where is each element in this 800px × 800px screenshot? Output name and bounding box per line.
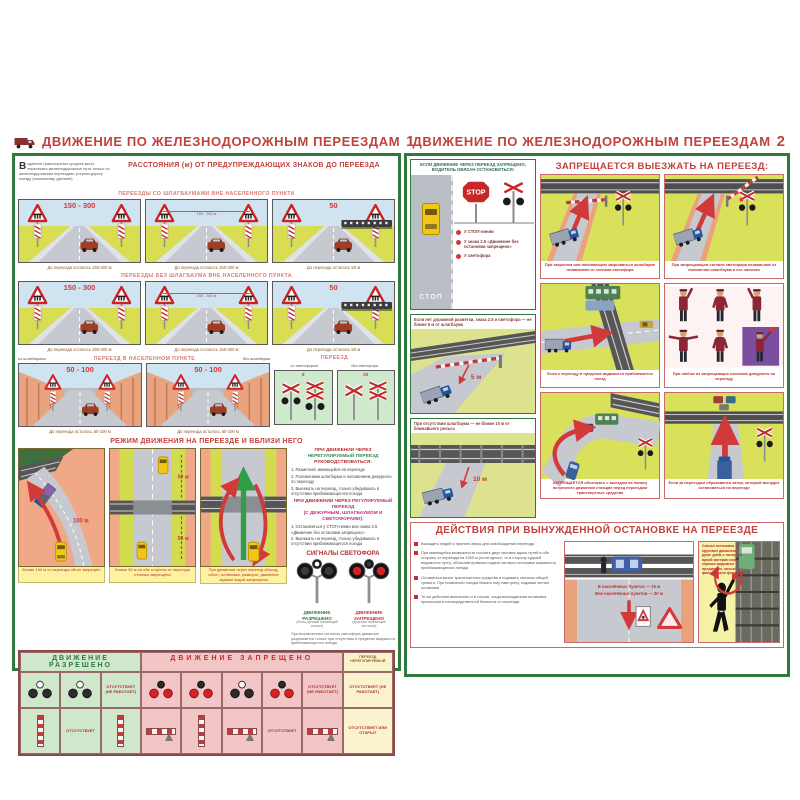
table-cell-light bbox=[181, 672, 221, 708]
crossing-light-white-icon bbox=[229, 680, 255, 700]
regime-section bbox=[18, 448, 395, 646]
row-2-panels bbox=[18, 281, 395, 345]
yellow-car-icon bbox=[56, 542, 67, 561]
bullet-square bbox=[414, 595, 418, 599]
emergency-sign-icon bbox=[636, 607, 650, 627]
yellow-car-icon bbox=[137, 542, 147, 559]
forced-stop-heading: ДЕЙСТВИЯ ПРИ ВЫНУЖДЕННОЙ ОСТАНОВКЕ НА ПЕРЕЕЗДЕ bbox=[435, 525, 759, 537]
rule-item: 2. Положением шлагбаума и положением дежурного по переезду bbox=[291, 474, 392, 485]
diagram-caption: Ближе 100 м от переезда обгон запрещён bbox=[18, 567, 105, 583]
rule-item: 1. Остановиться у СТОП-линии или знака 2.5 «Движение без остановки запрещено» bbox=[291, 524, 378, 535]
train-approach-illustration bbox=[541, 284, 659, 370]
maneuvers-illustration bbox=[201, 449, 286, 566]
distance-annotation: 150 - 300 м bbox=[163, 293, 250, 298]
dropcap: В bbox=[19, 161, 27, 172]
car-icon bbox=[640, 321, 654, 328]
truck-logo-icon bbox=[406, 135, 407, 149]
crossing-light-red-icon bbox=[269, 680, 295, 700]
dim-label-bottom: 50 м bbox=[177, 536, 189, 543]
signals-footnote: При выключенных сигналах светофора движение разрешается только при отсутствии в пределах видимости приближающегося поезда bbox=[291, 631, 395, 646]
rail-distance-illustration bbox=[411, 433, 535, 517]
road-scene-panel bbox=[145, 281, 268, 345]
distance-label: 150 - 300 bbox=[63, 201, 96, 210]
stop-bullet: У СТОП-линии bbox=[464, 228, 494, 234]
table-cell-light bbox=[141, 672, 181, 708]
crossing-cross-sign-icon bbox=[342, 378, 366, 422]
table-cell-light-absent: ОТСУТСТВУЕТ (НЕ РАБОТАЕТ) bbox=[302, 672, 342, 708]
distance-label: 50 bbox=[329, 283, 338, 292]
train-icon bbox=[341, 302, 392, 310]
city-road-panel bbox=[18, 363, 142, 427]
out-city-distance: Вне населённых пунктов — 30 м bbox=[595, 591, 663, 597]
no-marking-caption: Если нет дорожной разметки, знака 2.5 и светофора — не ближе 5 м от шлагбаума bbox=[414, 316, 532, 327]
distances-intro-section bbox=[18, 162, 395, 190]
with-light-label: со светофором bbox=[290, 363, 318, 368]
bullet-dot bbox=[456, 230, 461, 235]
diagram-forbidden-maneuvers bbox=[200, 448, 287, 646]
must-stop-panel bbox=[410, 159, 536, 310]
barrier-open-icon bbox=[37, 715, 44, 747]
road-scene-panel bbox=[18, 281, 141, 345]
table-cell-barrier-absent: ОТСУТСТВУЕТ ИЛИ ОТКРЫТ bbox=[343, 708, 393, 754]
action-bullet: Высадить людей и принять меры для освобождения переезда bbox=[421, 541, 535, 547]
road-scene-panel bbox=[18, 199, 141, 263]
regulated-heading: ПРИ ДВИЖЕНИИ ЧЕРЕЗ РЕГУЛИРУЕМЫЙ ПЕРЕЕЗД (С ДЕЖУРНЫМ, ШЛАГБАУМОМ И СВЕТОФОРАМИ): bbox=[293, 499, 393, 522]
without-light-label: без светофора bbox=[351, 363, 379, 368]
red-lamp bbox=[739, 198, 743, 202]
row-1-panels bbox=[18, 199, 395, 263]
unregulated-heading: ПРИ ДВИЖЕНИИ ЧЕРЕЗ НЕРЕГУЛИРУЕМЫЙ ПЕРЕЕЗД РУКОВОДСТВОВАТЬСЯ: bbox=[307, 448, 379, 465]
attendant-signals-illustration bbox=[665, 284, 783, 370]
table-cell-barrier bbox=[141, 708, 181, 754]
closed-barrier-illustration bbox=[541, 175, 659, 261]
diagram-caption: Ближе 50 м по обе стороны от переезда стоянка запрещена bbox=[109, 567, 196, 583]
bullet-square bbox=[414, 542, 418, 546]
diagram-no-parking-zone bbox=[109, 448, 196, 646]
forbidden-panel-attendant-signals bbox=[664, 283, 784, 388]
table-cell-light bbox=[60, 672, 100, 708]
no-marking-panel bbox=[410, 314, 536, 414]
forbidden-caption: Если за переездом образовался затор, который вынудит остановиться на переезде bbox=[668, 480, 780, 490]
poster-2 bbox=[404, 130, 790, 677]
forbidden-caption: ЗАПРЕЩАЕТСЯ объезжать с выездом на полосу встречного движения стоящие перед переездом транспортные средства bbox=[552, 480, 648, 495]
truck-icon bbox=[717, 456, 732, 479]
crossing-light-double-sign-icon bbox=[303, 378, 327, 422]
conditions-table bbox=[18, 650, 395, 756]
yellow-car-icon bbox=[248, 542, 259, 561]
signal-forbidden-label: ДВИЖЕНИЕ ЗАПРЕЩЕНО bbox=[353, 610, 385, 621]
signal-allowed-label: ДВИЖЕНИЕ РАЗРЕШЕНО bbox=[302, 610, 332, 621]
forbidden-panel-red-signal bbox=[664, 174, 784, 279]
forbidden-section bbox=[540, 159, 784, 518]
bullet-square bbox=[414, 551, 418, 555]
signs-with-light-panel bbox=[274, 370, 333, 425]
with-barrier-label: со шлагбаумом bbox=[18, 356, 46, 361]
poster-2-title: ДВИЖЕНИЕ ПО ЖЕЛЕЗНОДОРОЖНЫМ ПЕРЕЕЗДАМ bbox=[412, 134, 771, 149]
forbidden-heading: ЗАПРЕЩАЕТСЯ ВЫЕЗЖАТЬ НА ПЕРЕЕЗД: bbox=[555, 161, 769, 172]
forbidden-header: ДВИЖЕНИЕ ЗАПРЕЩЕНО bbox=[141, 652, 343, 672]
dim-label-top: 50 м bbox=[177, 474, 189, 481]
forbidden-caption: При запрещающем сигнале светофора независимо от положения шлагбаума и его наличия bbox=[671, 262, 777, 272]
no-barrier-panel bbox=[410, 418, 536, 518]
row-3-title: ПЕРЕЕЗД В НАСЕЛЕННОМ ПУНКТЕ bbox=[93, 355, 196, 362]
table-cell-barrier bbox=[181, 708, 221, 754]
stop-bullet: У светофора bbox=[464, 253, 491, 259]
table-cell-light-absent: ОТСУТСТВУЕТ (НЕ РАБОТАЕТ) bbox=[343, 672, 393, 708]
bullet-dot bbox=[456, 254, 461, 259]
poster-1-frame bbox=[12, 153, 401, 736]
signal-allowed-sub: (бело-лунный мигающий сигнал) bbox=[296, 619, 338, 628]
table-cell-barrier bbox=[20, 708, 60, 754]
dim-label: 5 м bbox=[470, 374, 482, 381]
row-2-title: ПЕРЕЕЗДЫ БЕЗ ШЛАГБАУМА ВНЕ НАСЕЛЕННОГО ПУНКТА bbox=[121, 273, 292, 279]
poster-1-page-number: 1 bbox=[406, 133, 415, 150]
crossing-light-red-icon bbox=[188, 680, 214, 700]
regime-rules-column bbox=[291, 448, 395, 646]
traffic-light-red-icon bbox=[347, 559, 391, 605]
rule-item: 2. Выезжать на переезд, только убедившись в отсутствии приближающегося поезда bbox=[291, 536, 379, 547]
road-scene-illustration bbox=[146, 282, 267, 344]
distances-heading: РАССТОЯНИЯ (м) ОТ ПРЕДУПРЕЖДАЮЩИХ ЗНАКОВ ДО ПЕРЕЕЗДА bbox=[128, 162, 380, 169]
unregulated-header: ПЕРЕЕЗД НЕРЕГУЛИРУЕМЫЙ bbox=[343, 652, 393, 672]
table-cell-barrier-absent: ОТСУТСТВУЕТ bbox=[60, 708, 100, 754]
signs-without-light-panel bbox=[337, 370, 396, 425]
stop-zone-illustration bbox=[110, 449, 195, 566]
stop-signs-illustration bbox=[453, 175, 535, 227]
forbidden-panel-closed-barrier bbox=[540, 174, 660, 279]
alarm-signal-panel bbox=[698, 541, 780, 643]
distance-label: 50 - 100 bbox=[194, 365, 222, 374]
red-flag-icon bbox=[769, 327, 775, 332]
row-2-captions bbox=[18, 345, 395, 354]
traffic-jam-illustration bbox=[665, 393, 783, 479]
poster-2-page-number: 2 bbox=[776, 133, 785, 150]
signal-allowed bbox=[293, 559, 341, 628]
without-barrier-label: без шлагбаума bbox=[242, 356, 270, 361]
row-3-section bbox=[18, 354, 395, 436]
table-cell-barrier bbox=[302, 708, 342, 754]
truck-logo-icon bbox=[14, 135, 36, 149]
no-barrier-caption: При отсутствии шлагбаума — не ближе 10 м от ближайшего рельса bbox=[414, 420, 510, 432]
overtake-queue-illustration bbox=[541, 393, 659, 479]
crossing-signs-title: ПЕРЕЕЗД bbox=[320, 355, 349, 361]
panel-caption: До переезда осталось 50-100 м bbox=[49, 429, 111, 434]
barrier-open-icon bbox=[117, 715, 124, 747]
road-strip bbox=[411, 175, 453, 309]
signals-heading: СИГНАЛЫ СВЕТОФОРА bbox=[306, 550, 380, 558]
train-icon bbox=[341, 220, 392, 228]
rule-item: 1. Разметкой, имеющейся на переезде bbox=[291, 467, 365, 473]
poster-1 bbox=[12, 130, 415, 736]
crossing-light-white-icon bbox=[27, 680, 53, 700]
barrier-open-icon bbox=[198, 715, 205, 747]
yellow-car-icon bbox=[158, 457, 168, 474]
distance-annotation: 150 - 300 м bbox=[163, 211, 250, 216]
forbidden-caption: Если к переезду в пределах видимости приближается поезд bbox=[547, 371, 653, 381]
panel-caption: До переезда осталось 150-300 м bbox=[47, 265, 112, 270]
forced-stop-bullets bbox=[414, 541, 560, 643]
stop-rules-column bbox=[410, 159, 536, 518]
distance-label: 50 bbox=[329, 201, 338, 210]
person-icon bbox=[601, 557, 607, 574]
must-stop-heading: ЕСЛИ ДВИЖЕНИЕ ЧЕРЕЗ ПЕРЕЕЗД ЗАПРЕЩЕНО, ВОДИТЕЛЬ ОБЯЗАН ОСТАНОВИТЬСЯ: bbox=[420, 162, 526, 173]
stop-sign-text: STOP bbox=[466, 189, 486, 197]
signal-forbidden-sub: (красные мигающие сигналы) bbox=[352, 619, 386, 628]
panel-caption: До переезда осталось 150-300 м bbox=[174, 347, 239, 352]
barrier-closed-icon bbox=[146, 728, 176, 735]
forbidden-panel-no-overtaking-queue bbox=[540, 392, 660, 499]
panel-number: 8 bbox=[301, 372, 305, 377]
curve-approach-illustration bbox=[19, 449, 104, 566]
city-road-panel bbox=[146, 363, 270, 427]
action-bullet: При имеющейся возможности послать двух человек вдоль путей в обе стороны от переезда на 1000 м (если одного, то в сторону худшей видимости пути), объяснив правила подачи сигнала остановки машинисту приближающегося поезда bbox=[421, 550, 557, 571]
row-1-captions bbox=[18, 263, 395, 272]
traffic-light-white-icon bbox=[295, 559, 339, 605]
panel-caption: До переезда осталось 50 м bbox=[306, 347, 361, 352]
regime-diagrams bbox=[18, 448, 287, 646]
poster-1-header bbox=[12, 130, 415, 153]
red-signal-illustration bbox=[665, 175, 783, 261]
barrier-closed-icon bbox=[307, 728, 337, 735]
table-cell-barrier-absent: ОТСУТСТВУЕТ bbox=[262, 708, 302, 754]
forced-stop-section bbox=[410, 522, 784, 648]
crossing-signs-block bbox=[274, 354, 395, 436]
table-cell-barrier bbox=[101, 708, 141, 754]
panel-caption: До переезда осталось 50-100 м bbox=[177, 429, 239, 434]
road-scene-panel bbox=[272, 281, 395, 345]
panel-caption: До переезда осталось 150-300 м bbox=[174, 265, 239, 270]
stop-bullet: У знака 2.5 «Движение без остановки запрещено» bbox=[464, 238, 519, 249]
crossing-cross-double-sign-icon bbox=[366, 378, 390, 422]
rule-item: 3. Выезжать на переезд, только убедившись в отсутствии приближающегося поезда bbox=[291, 485, 379, 496]
road-scene-illustration bbox=[146, 200, 267, 262]
poster-1-title: ДВИЖЕНИЕ ПО ЖЕЛЕЗНОДОРОЖНЫМ ПЕРЕЕЗДАМ bbox=[42, 134, 401, 149]
panel-caption: До переезда осталось 50 м bbox=[306, 265, 361, 270]
row-1-title: ПЕРЕЕЗДЫ СО ШЛАГБАУМАМИ ВНЕ НАСЕЛЕННОГО ПУНКТА bbox=[118, 191, 295, 197]
forbidden-panel-train-approaching bbox=[540, 283, 660, 388]
stalled-car-icon bbox=[612, 557, 642, 572]
crossing-light-sign-icon bbox=[279, 378, 303, 422]
diagram-caption: При движении через переезд объезд, обгон, остановка, разворот, движение задним ходом запрещены bbox=[200, 567, 287, 584]
table-cell-light bbox=[262, 672, 302, 708]
distance-label: 50 - 100 bbox=[66, 365, 94, 374]
city-crossing-block bbox=[18, 354, 270, 436]
intro-text: Водители транспортных средств могут пересекать железнодорожные пути только по железнодорожным переездам, уступая дорогу поезду (локомотиву, дрезине) bbox=[19, 161, 110, 181]
action-bullet: Оставаться возле транспортного средства и подавать сигналы общей тревоги. При появлении поезда бежать ему навстречу, подавая сигнал остановки bbox=[421, 574, 550, 590]
crossing-light-red-icon bbox=[148, 680, 174, 700]
bullet-square bbox=[414, 576, 418, 580]
distance-label: 150 - 300 bbox=[63, 283, 96, 292]
yellow-car-icon bbox=[422, 203, 440, 235]
alarm-signal-caption: Сигнал остановки — круговое движение руки: днём с лоскутом яркой материи или хорошо видимым предметом, ночью — с факелом или фонарём bbox=[702, 544, 744, 576]
road-scene-panel bbox=[145, 199, 268, 263]
table-cell-light-absent: ОТСУТСТВУЕТ (НЕ РАБОТАЕТ) bbox=[101, 672, 141, 708]
regime-heading: РЕЖИМ ДВИЖЕНИЯ НА ПЕРЕЕЗДЕ И ВБЛИЗИ НЕГО bbox=[110, 438, 303, 445]
bullet-dot bbox=[456, 240, 461, 245]
poster-2-header bbox=[404, 130, 790, 153]
warning-triangle-panel bbox=[564, 541, 694, 643]
table-cell-barrier bbox=[222, 708, 262, 754]
stop-road-marking: СТОП bbox=[419, 293, 443, 301]
bus-icon bbox=[595, 413, 618, 424]
in-city-distance: В населённых пунктах — 15 м bbox=[597, 584, 661, 590]
action-bullet: Те же действия выполнить и в случае, когда вынужденная остановка произошла в непосредственной близости от переезда bbox=[421, 593, 547, 604]
forbidden-caption: При любом из запрещающих сигналов дежурного по переезду bbox=[672, 371, 776, 381]
allowed-header: ДВИЖЕНИЕ РАЗРЕШЕНО bbox=[20, 652, 141, 672]
forbidden-caption: При закрытом или начинающем закрываться шлагбауме независимо от сигнала светофора bbox=[544, 262, 656, 272]
panel-number: 20 bbox=[363, 372, 369, 377]
poster-2-frame bbox=[404, 153, 790, 677]
road-scene-panel bbox=[272, 199, 395, 263]
diagram-no-overtaking bbox=[18, 448, 105, 646]
barrier-closed-icon bbox=[227, 728, 257, 735]
table-cell-light bbox=[222, 672, 262, 708]
forbidden-panel-traffic-jam bbox=[664, 392, 784, 499]
crossing-light-sign-icon bbox=[503, 183, 524, 223]
crossing-light-white-icon bbox=[67, 680, 93, 700]
panel-caption: До переезда осталось 150-300 м bbox=[47, 347, 112, 352]
barrier-distance-illustration bbox=[411, 329, 535, 413]
stop-bullets bbox=[453, 227, 535, 266]
dim-label: 100 м bbox=[73, 518, 89, 525]
signal-forbidden bbox=[345, 559, 393, 628]
table-cell-light bbox=[20, 672, 60, 708]
dim-label: 10 м bbox=[473, 476, 488, 484]
